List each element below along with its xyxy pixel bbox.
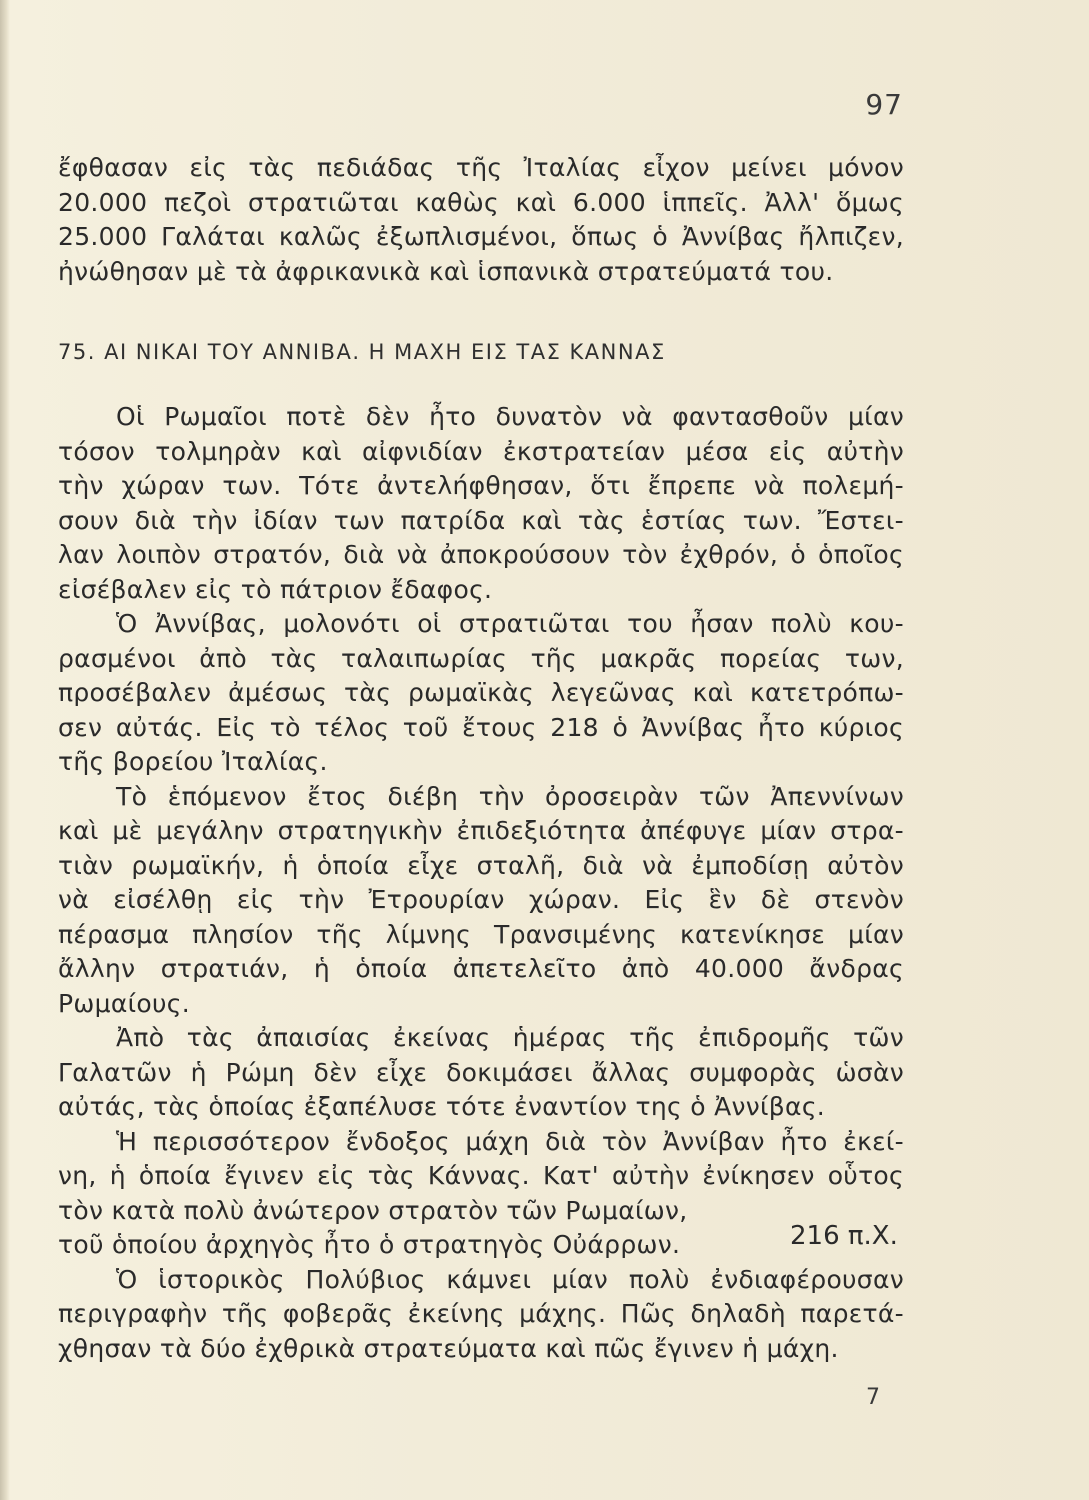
text-line: σουν διὰ τὴν ἰδίαν των πατρίδα καὶ τὰς ἑστίας των. Ἔστει-	[58, 505, 904, 535]
page-binding-edge	[0, 0, 10, 1500]
text-line: αὐτάς, τὰς ὁποίας ἐξαπέλυσε τότε ἐναντίον της ὁ Ἀννίβας.	[58, 1092, 826, 1121]
section-body	[58, 400, 904, 1366]
text-line: Γαλατῶν ἡ Ρώμη δὲν εἶχε δοκιμάσει ἄλλας συμφορὰς ὡσὰν	[58, 1057, 904, 1087]
paragraph	[58, 1021, 904, 1125]
paragraph	[58, 780, 904, 1022]
text-line: νὰ εἰσέλθῃ εἰς τὴν Ἐτρουρίαν χώραν. Εἰς ἓν δὲ στενὸν	[58, 885, 904, 914]
text-line: ἔφθασαν εἰς τὰς πεδιάδας τῆς Ἰταλίας εἶχον μείνει μόνον	[58, 153, 904, 182]
text-line: πέρασμα πλησίον τῆς λίμνης Τρανσιμένης κατενίκησε μίαν	[58, 919, 904, 949]
margin-date-note: 216 π.Χ.	[790, 1221, 898, 1251]
text-line: τοῦ ὁποίου ἀρχηγὸς ἦτο ὁ στρατηγὸς Οὐάρρων.	[58, 1230, 681, 1259]
signature-mark: 7	[866, 1385, 880, 1410]
text-line: τῆς βορείου Ἰταλίας.	[58, 747, 328, 776]
text-line: Ρωμαίους.	[58, 988, 190, 1018]
paragraph	[58, 1125, 904, 1263]
text-line: περιγραφὴν τῆς φοβερᾶς ἐκείνης μάχης. Πῶς δηλαδὴ παρετά-	[58, 1299, 904, 1328]
text-line: λαν λοιπὸν στρατόν, διὰ νὰ ἀποκρούσουν τὸν ἐχθρόν, ὁ ὁποῖος	[58, 540, 904, 569]
text-line: καὶ μὲ μεγάλην στρατηγικὴν ἐπιδεξιότητα ἀπέφυγε μίαν στρα-	[58, 816, 904, 845]
text-line: 25.000 Γαλάται καλῶς ἐξωπλισμένοι, ὅπως ὁ Ἀννίβας ἤλπιζεν,	[58, 222, 904, 251]
text-line: 20.000 πεζοὶ στρατιῶται καθὼς καὶ 6.000 ἱππεῖς. Ἀλλ' ὅμως	[58, 187, 904, 217]
text-line: ἄλλην στρατιάν, ἡ ὁποία ἀπετελεῖτο ἀπὸ 40.000 ἄνδρας	[58, 954, 904, 983]
paragraph	[58, 607, 904, 780]
text-line: Ὁ Ἀννίβας, μολονότι οἱ στρατιῶται του ἦσαν πολὺ κου-	[116, 609, 904, 638]
text-line: τὴν χώραν των. Τότε ἀντελήφθησαν, ὅτι ἔπρεπε νὰ πολεμή-	[58, 471, 904, 500]
text-line: ἠνώθησαν μὲ τὰ ἀφρικανικὰ καὶ ἱσπανικὰ στρατεύματά του.	[58, 256, 834, 286]
section-heading: 75. ΑΙ ΝΙΚΑΙ ΤΟΥ ΑΝΝΙΒΑ. Η ΜΑΧΗ ΕΙΣ ΤΑΣ ΚΑΝΝΑΣ	[58, 340, 666, 364]
text-line: ρασμένοι ἀπὸ τὰς ταλαιπωρίας τῆς μακρᾶς πορείας των,	[58, 643, 904, 673]
text-line: εἰσέβαλεν εἰς τὸ πάτριον ἔδαφος.	[58, 574, 493, 604]
text-line: Ἡ περισσότερον ἔνδοξος μάχη διὰ τὸν Ἀννίβαν ἦτο ἐκεί-	[116, 1126, 904, 1156]
text-line: σεν αὐτάς. Εἰς τὸ τέλος τοῦ ἔτους 218 ὁ Ἀννίβας ἦτο κύριος	[58, 712, 904, 742]
text-line: τὸν κατὰ πολὺ ἀνώτερον στρατὸν τῶν Ρωμαίων,	[58, 1195, 688, 1225]
page-number: 97	[865, 88, 903, 121]
text-line: χθησαν τὰ δύο ἐχθρικὰ στρατεύματα καὶ πῶς ἔγινεν ἡ μάχη.	[58, 1333, 839, 1363]
paragraph	[58, 1263, 904, 1367]
text-line: τόσον τολμηρὰν καὶ αἰφνιδίαν ἐκστρατείαν μέσα εἰς αὐτὴν	[58, 436, 904, 466]
text-line: Τὸ ἑπόμενον ἔτος διέβη τὴν ὀροσειρὰν τῶν Ἀπεννίνων	[116, 781, 904, 811]
intro-paragraph	[58, 151, 904, 289]
text-line: τιὰν ρωμαϊκήν, ἡ ὁποία εἶχε σταλῆ, διὰ νὰ ἐμποδίσῃ αὐτὸν	[58, 850, 904, 880]
text-line: νη, ἡ ὁποία ἔγινεν εἰς τὰς Κάννας. Κατ' αὐτὴν ἐνίκησεν οὗτος	[58, 1161, 904, 1190]
text-line: Ἀπὸ τὰς ἀπαισίας ἐκείνας ἡμέρας τῆς ἐπιδρομῆς τῶν	[116, 1023, 904, 1052]
text-line: Οἱ Ρωμαῖοι ποτὲ δὲν ἦτο δυνατὸν νὰ φαντασθοῦν μίαν	[116, 402, 904, 431]
text-line: προσέβαλεν ἀμέσως τὰς ρωμαϊκὰς λεγεῶνας καὶ κατετρόπω-	[58, 678, 904, 707]
paragraph	[58, 400, 904, 607]
text-line: Ὁ ἱστορικὸς Πολύβιος κάμνει μίαν πολὺ ἐνδιαφέρουσαν	[116, 1264, 904, 1294]
